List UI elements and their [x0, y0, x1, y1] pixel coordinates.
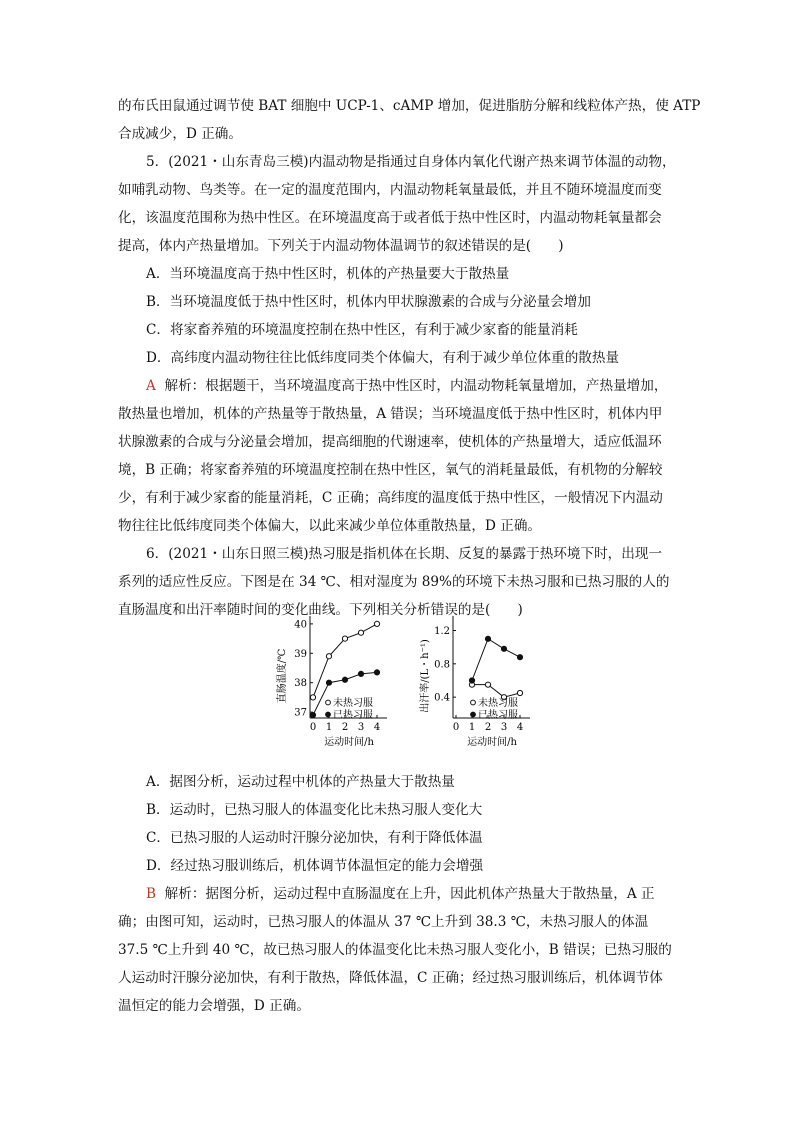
text-line: 如哺乳动物、鸟类等。在一定的温度范围内，内温动物耗氧量最低，并且不随环境温度而变	[118, 182, 662, 198]
y-tick-label: 38	[294, 678, 307, 690]
legend-label: 已热习服	[333, 710, 373, 721]
rectal-temperature-chart	[275, 616, 387, 748]
option-d: D．高纬度内温动物往往比低纬度同类个体偏大，有利于减少单位体重的散热量	[146, 350, 620, 366]
analysis-text: 解析：据图分析，运动过程中直肠温度在上升，因此机体产热量大于散热量，A 正	[164, 886, 655, 902]
data-point	[310, 712, 315, 717]
analysis-text: 解析：根据题干，当环境温度高于热中性区时，内温动物耗氧量增加，产热量增加，	[164, 378, 668, 394]
text-line: 物往往比低纬度同类个体偏大，以此来减少单位体重散热量，D 正确。	[118, 518, 542, 534]
option-b: B．运动时，已热习服人的体温变化比未热习服人变化大	[146, 802, 483, 818]
data-point	[310, 695, 315, 700]
text-line: 散热量也增加，机体的产热量等于散热量，A 错误；当环境温度低于热中性区时，机体内甲	[118, 406, 663, 422]
data-point	[469, 678, 474, 683]
text-line: 确；由图可知，运动时，已热习服人的体温从 37 ℃上升到 38.3 ℃，未热习服人的体温	[118, 914, 649, 930]
option-b: B．当环境温度低于热中性区时，机体内甲状腺激素的合成与分泌量会增加	[146, 294, 591, 310]
option-c: C．已热习服的人运动时汗腺分泌加快，有利于降低体温	[146, 830, 483, 846]
x-tick-label: 2	[484, 722, 492, 733]
series-line	[472, 639, 520, 681]
x-tick-label: 3	[357, 722, 365, 733]
figure-charts	[270, 610, 540, 770]
text-line: 境，B 正确；将家畜养殖的环境温度控制在热中性区，氧气的消耗量最低，有机物的分解较	[118, 462, 663, 478]
series-line	[313, 624, 377, 698]
y-tick-label: 39	[294, 648, 307, 660]
legend-marker	[326, 700, 331, 705]
text-line: 状腺激素的合成与分泌量会增加，提高细胞的代谢速率，使机体的产热量增大，适应低温环	[118, 434, 662, 450]
text-line: 直肠温度和出汗率随时间的变化曲线。下列相关分析错误的是( )	[118, 602, 523, 618]
text-line: 的布氏田鼠通过调节使 BAT 细胞中 UCP-1、cAMP 增加，促进脂肪分解和线粒体产热，使 ATP	[118, 98, 701, 114]
data-point	[501, 646, 506, 651]
text-line: 系列的适应性反应。下图是在 34 ℃、相对湿度为 89%的环境下未热习服和已热习服的人的	[118, 574, 670, 590]
text-line: 提高，体内产热量增加。下列关于内温动物体温调节的叙述错误的是( )	[118, 238, 564, 254]
y-tick-label: 37	[294, 707, 307, 719]
answer-letter: B	[146, 886, 156, 902]
text-line: 37.5 ℃上升到 40 ℃，故已热习服人的体温变化比未热习服人变化小，B 错误；已热习服的	[118, 942, 672, 958]
data-point	[326, 654, 331, 659]
option-c: C．将家畜养殖的环境温度控制在热中性区，有利于减少家畜的能量消耗	[146, 322, 578, 338]
sweat-rate-chart	[418, 616, 530, 748]
data-point	[358, 671, 363, 676]
question-5-stem: 5．(2021・山东青岛三模)内温动物是指通过自身体内氧化代谢产热来调节体温的动物，	[146, 154, 676, 170]
analysis-5-first-line	[146, 376, 667, 396]
data-point	[485, 636, 490, 641]
x-tick-label: 0	[452, 722, 460, 733]
answer-letter: A	[146, 378, 156, 394]
x-tick-label: 2	[341, 722, 349, 733]
x-axis-label: 运动时间/h	[324, 737, 374, 748]
data-point	[374, 621, 379, 626]
x-tick-label: 1	[325, 722, 333, 733]
y-tick-label: 0.8	[434, 659, 450, 671]
legend-marker	[471, 712, 476, 717]
text-line: 化，该温度范围称为热中性区。在环境温度高于或者低于热中性区时，内温动物耗氧量都会	[118, 210, 662, 226]
y-tick-label: 1.2	[434, 626, 450, 637]
data-point	[485, 682, 490, 687]
legend-marker	[471, 700, 476, 705]
option-a: A．据图分析，运动过程中机体的产热量大于散热量	[146, 774, 455, 790]
x-tick-label: 1	[468, 722, 476, 733]
text-line: 人运动时汗腺分泌加快，有利于散热，降低体温，C 正确；经过热习服训练后，机体调节体	[118, 970, 663, 986]
legend-marker	[326, 712, 331, 717]
analysis-6-first-line	[146, 884, 655, 904]
legend-label: 已热习服	[478, 710, 518, 721]
option-a: A．当环境温度高于热中性区时，机体的产热量要大于散热量	[146, 266, 510, 282]
y-tick-label: 40	[294, 619, 307, 631]
text-line: 合成减少，D 正确。	[118, 126, 242, 142]
legend-label: 未热习服	[478, 698, 518, 709]
x-axis-label: 运动时间/h	[467, 737, 517, 748]
x-tick-label: 4	[373, 722, 381, 733]
data-point	[358, 630, 363, 635]
option-d: D．经过热习服训练后，机体调节体温恒定的能力会增强	[146, 858, 484, 874]
data-point	[374, 670, 379, 675]
series-line	[472, 685, 520, 698]
x-tick-label: 4	[516, 722, 524, 733]
data-point	[326, 680, 331, 685]
data-point	[342, 677, 347, 682]
y-axis-label: 出汗率/(L・h⁻¹)	[420, 639, 431, 713]
question-6-stem: 6．(2021・山东日照三模)热习服是指机体在长期、反复的暴露于热环境下时，出现一	[146, 546, 663, 562]
y-axis-label: 直肠温度/℃	[277, 648, 288, 704]
x-tick-label: 0	[309, 722, 317, 733]
x-tick-label: 3	[500, 722, 508, 733]
text-line: 温恒定的能力会增强，D 正确。	[118, 998, 310, 1014]
data-point	[517, 690, 522, 695]
y-tick-label: 0.4	[434, 692, 450, 704]
data-point	[517, 655, 522, 660]
legend-label: 未热习服	[333, 698, 373, 709]
data-point	[342, 636, 347, 641]
text-line: 少，有利于减少家畜的能量消耗，C 正确；高纬度的温度低于热中性区，一般情况下内温动	[118, 490, 663, 506]
